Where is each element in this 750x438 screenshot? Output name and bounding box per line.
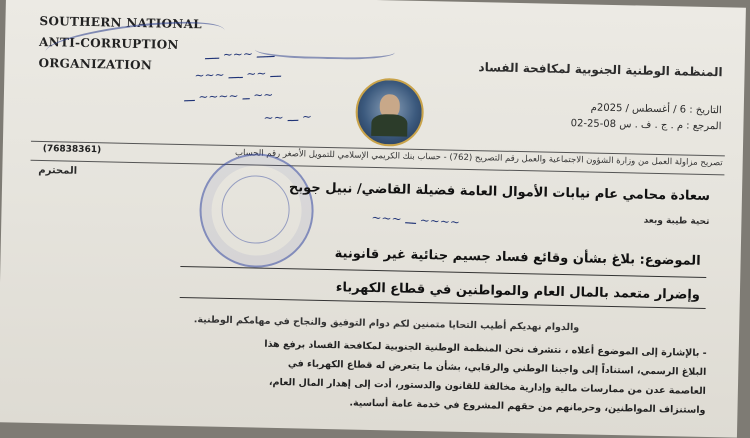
addressee-line: سعادة محامي عام نيابات الأموال العامة فضيلة القاضي/ نبيل جوبح <box>288 180 711 205</box>
bank-account-number: (76838361) <box>42 144 102 156</box>
body-paragraph-line-2: البلاغ الرسمي، استناداً إلى واجبنا الوطني والرقابي، بشأن ما يتعرض له قطاع الكهرباء في <box>287 358 707 378</box>
handwritten-signature-mark <box>255 37 395 60</box>
body-paragraph-line-3: العاصمة عدن من ممارسات مالية وإدارية مخالفة للقانون والدستور، أدت إلى إهدار المال العام، <box>268 376 706 397</box>
logo-portrait-body <box>371 114 407 137</box>
license-info-text: تصريح مزاولة العمل من وزارة الشؤون الاجتماعية والعمل رقم التصريح (762) - حساب بنك الكريمي الإسلامي للتمويل الأصغر رقم الحساب <box>234 148 723 169</box>
subject-underline-1 <box>180 266 706 278</box>
org-en-line-2: ANTI-CORRUPTION <box>38 34 179 52</box>
subject-line-2: وإضرار متعمد بالمال العام والمواطنين في قطاع الكهرباء <box>335 280 701 303</box>
body-paragraph-line-1: - بالإشارة إلى الموضوع أعلاه ، نتشرف نحن المنظمة الوطنية الجنوبية لمكافحة الفساد برفع هذا <box>264 338 707 360</box>
handwritten-note-line-4: ~~ ـــ ~ <box>263 109 313 125</box>
closing-wish: والدوام نهديكم أطيب التحايا متمنين لكم دوام التوفيق والنجاح في مهامكم الوطنية. <box>193 314 580 334</box>
handwritten-note-line-1: ـــــ ~~~ ــــ <box>204 46 275 63</box>
organization-name-arabic: المنظمة الوطنية الجنوبية لمكافحة الفساد <box>478 60 723 80</box>
document-date: التاريخ : 6 / أغسطس / 2025م <box>590 102 722 117</box>
org-en-line-3: ORGANIZATION <box>38 55 153 73</box>
handwritten-note-line-2: ~~~ ـــ ~~ ــــ <box>194 65 281 83</box>
seal-inner-ring <box>221 175 290 244</box>
official-seal-stamp <box>198 152 314 268</box>
greeting-line: تحية طيبة وبعد <box>643 215 710 228</box>
handwritten-annotation: ~~~ ـــ ~~~~ <box>371 210 461 230</box>
org-en-line-1: SOUTHERN NATIONAL <box>39 13 203 32</box>
honorific-title: المحترم <box>38 164 78 177</box>
handwritten-note-line-3: ــ ~~~~ ـــ ~~ <box>183 87 274 105</box>
body-paragraph-line-4: واستنزاف المواطنين، وحرمانهم من حقهم المشروع في خدمة عامة أساسية. <box>349 397 706 416</box>
document-reference: المرجع : م . ج . ف . س 08-25-02 <box>570 118 722 133</box>
subject-line-1: الموضوع: بلاغ بشأن وقائع فساد جسيم جنائية غير قانونية <box>334 246 701 269</box>
organization-logo <box>355 78 424 147</box>
